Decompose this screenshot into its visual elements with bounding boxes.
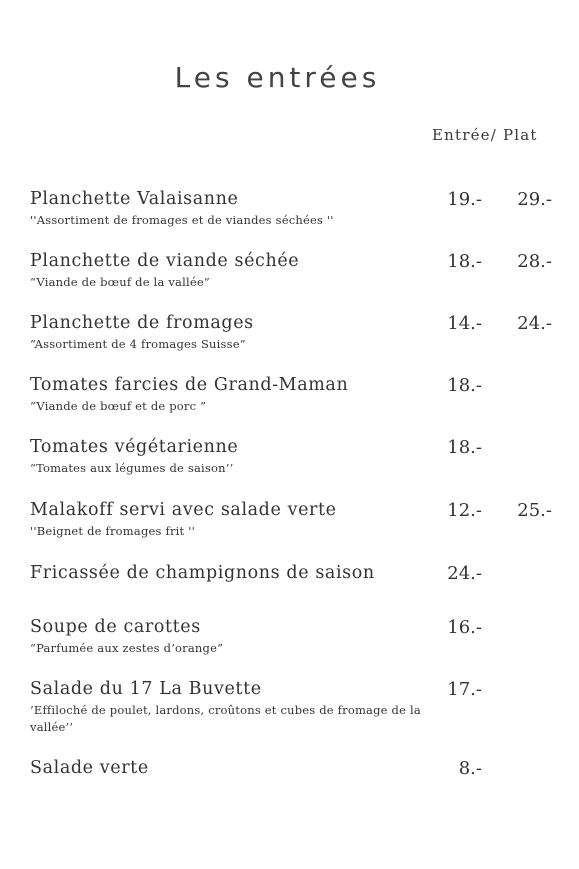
column-header-entree-plat: Entrée/ Plat xyxy=(432,126,538,144)
menu-item-description: “Tomates aux légumes de saison’’ xyxy=(30,461,234,475)
menu-item-price-entree: 24.- xyxy=(447,563,482,584)
menu-item-name: Tomates végétarienne xyxy=(30,437,239,457)
menu-item-description: ’Effiloché de poulet, lardons, croûtons et cubes de fromage de la vallée’’ xyxy=(30,703,421,734)
menu-item-description: “Assortiment de 4 fromages Suisse” xyxy=(30,337,246,351)
menu-item-price-entree: 8.- xyxy=(458,758,482,779)
menu-item-name: Planchette Valaisanne xyxy=(30,189,239,209)
menu-item-description: ''Assortiment de fromages et de viandes séchées '' xyxy=(30,213,334,227)
menu-item-name: Planchette de fromages xyxy=(30,313,254,333)
menu-item-name: Malakoff servi avec salade verte xyxy=(30,500,337,520)
menu-item-name: Salade verte xyxy=(30,758,149,778)
menu-item-price-entree: 18.- xyxy=(447,375,482,396)
menu-item-name: Soupe de carottes xyxy=(30,617,201,637)
menu-item-description: “Viande de bœuf et de porc ” xyxy=(30,399,207,413)
menu-item-price-entree: 17.- xyxy=(447,679,482,700)
menu-item-name: Salade du 17 La Buvette xyxy=(30,679,262,699)
menu-item-name: Planchette de viande séchée xyxy=(30,251,300,271)
menu-item-description: ''Beignet de fromages frit '' xyxy=(30,524,195,538)
menu-item-price-entree: 18.- xyxy=(447,251,482,272)
menu-item-name: Tomates farcies de Grand-Maman xyxy=(30,375,349,395)
menu-item-price-entree: 12.- xyxy=(447,500,482,521)
menu-title: Les entrées xyxy=(174,61,381,94)
menu-item-price-plat: 28.- xyxy=(517,251,552,272)
menu-item-price-entree: 19.- xyxy=(447,189,482,210)
menu-item-price-entree: 14.- xyxy=(447,313,482,334)
menu-item-price-entree: 16.- xyxy=(447,617,482,638)
menu-item-price-plat: 25.- xyxy=(517,500,552,521)
menu-item-description: “Viande de bœuf de la vallée” xyxy=(30,275,210,289)
menu-item-price-entree: 18.- xyxy=(447,437,482,458)
menu-item-price-plat: 24.- xyxy=(517,313,552,334)
menu-item-name: Fricassée de champignons de saison xyxy=(30,563,375,583)
menu-item-description: “Parfumée aux zestes d’orange” xyxy=(30,641,224,655)
menu-item-price-plat: 29.- xyxy=(517,189,552,210)
